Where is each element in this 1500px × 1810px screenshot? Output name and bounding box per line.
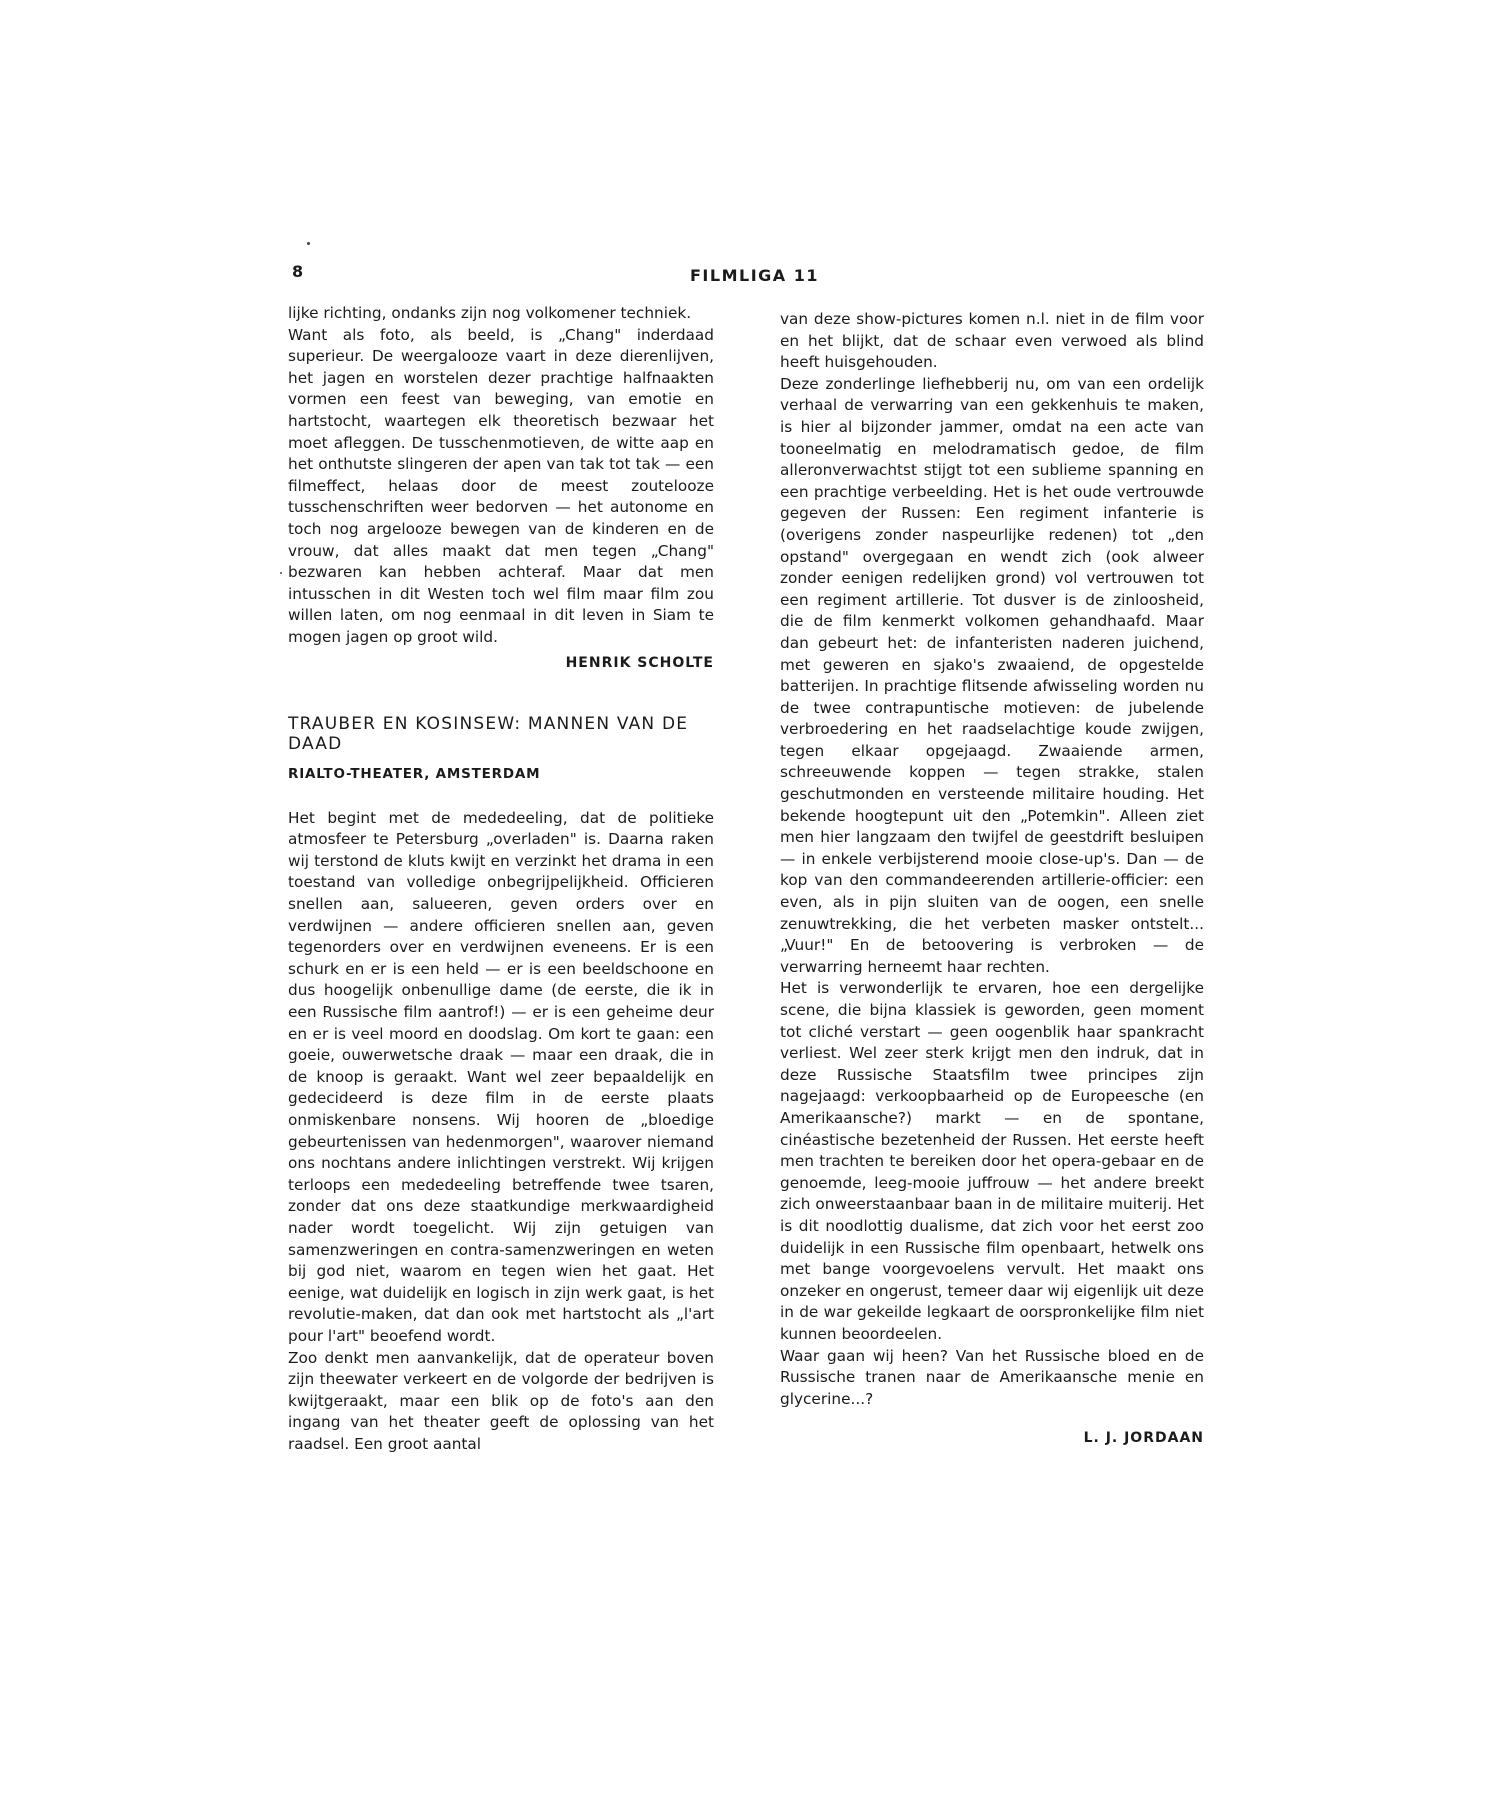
paragraph: Want als foto, als beeld, is „Chang" inderdaad superieur. De weergalooze vaart in deze dierenlijven, het jagen en worstelen dezer prachtige halfnaakten vormen een feest van beweging, van emotie en hartstocht, waartegen elk theoretisch bezwaar het moet afleggen. De tusschenmotieven, de witte aap en het onthutste slingeren der apen van tak tot tak — een filmeffect, helaas door de meest zoutelooze tusschenschriften weer bedorven — het autonome en toch nog argelooze bewegen van de kinderen en de vrouw, dat alles maakt dat men tegen „Chang" bezwaren kan hebben achteraf. Maar dat men intusschen in dit Westen toch wel film maar film zou willen laten, om nog eenmaal in dit leven in Siam te mogen jagen op groot wild. (288, 325, 714, 646)
article-title: TRAUBER EN KOSINSEW: MANNEN VAN DE DAAD (288, 714, 689, 755)
scan-speck (280, 572, 282, 574)
right-column (780, 309, 1204, 1450)
paragraph: van deze show-pictures komen n.l. niet in de film voor en het blijkt, dat de schaar even verwoed als blind heeft huisgehouden. (780, 310, 1204, 372)
paragraph: Zoo denkt men aanvankelijk, dat de operateur boven zijn theewater verkeert en de volgorde der bedrijven is kwijtgeraakt, maar een blik op de foto's aan den ingang van het theater geeft de oplossing van het raadsel. Een groot aantal (288, 1348, 714, 1453)
author-signature: L. J. JORDAAN (1083, 1430, 1204, 1447)
journal-title: FILMLIGA 11 (690, 266, 819, 285)
left-column (288, 303, 714, 1456)
author-signature: HENRIK SCHOLTE (565, 654, 714, 671)
paragraph: Deze zonderlinge liefhebberij nu, om van een ordelijk verhaal de verwarring van een gekkenhuis te maken, is hier al bijzonder jammer, omdat na een acte van tooneelmatig en melodramatisch gedoe, de film alleronverwachtst stijgt tot een sublieme spanning en een prachtige verbeelding. Het is het oude vertrouwde gegeven der Russen: Een regiment infanterie is (overigens zonder naspeurlijke redenen) tot „den opstand" overgegaan en wendt zich (ook alweer zonder eenigen redelijken grond) vol vertrouwen tot een regiment artillerie. Tot dusver is de zinloosheid, die de film kenmerkt volkomen gehandhaafd. Maar dan gebeurt het: de infanteristen naderen juichend, met geweren en sjako's zwaaiend, de opgestelde batterijen. In prachtige flitsende afwisseling worden nu de twee contrapuntische motieven: de jubelende verbroedering en het raadselachtige koude zwijgen, tegen elkaar opgejaagd. Zwaaiende armen, schreeuwende koppen — tegen strakke, stalen geschutmonden en versteende militaire houding. Het bekende hoogtepunt uit den „Potemkin". Alleen ziet men hier langzaam den twijfel de geestdrift besluipen — in enkele verbijsterend mooie close-up's. Dan — de kop van den commandeerenden artillerie-officier: een even, als in pijn sluiten van de oogen, een snelle zenuwtrekking, die het verbeten masker ontstelt... „Vuur!" En de betoovering is verbroken — de verwarring herneemt haar rechten. (780, 374, 1204, 976)
article-venue: RIALTO-THEATER, AMSTERDAM (288, 766, 541, 783)
page-number: 8 (292, 262, 304, 281)
paragraph: Het begint met de mededeeling, dat de politieke atmosfeer te Petersburg „overladen" is. Daarna raken wij terstond de kluts kwijt en verzinkt het drama in een toestand van volledige onbegrijpelijkheid. Officieren snellen aan, salueeren, geven orders over en verdwijnen — andere officieren snellen aan, geven tegenorders over en verdwijnen eveneens. Er is een schurk en er is een held — er is een beeldschoone en dus hoogelijk onbenullige dame (de eerste, die ik in een Russische film aantrof!) — er is een geheime deur en er is veel moord en doodslag. Om kort te gaan: een goeie, ouwerwetsche draak — maar een draak, die in de knoop is geraakt. Want wel zeer bepaaldelijk en gedecideerd is deze film in de eerste plaats onmiskenbare nonsens. Wij hooren de „bloedige gebeurtenissen van hedenmorgen", waarover niemand ons nochtans andere inlichtingen verstrekt. Wij krijgen terloops een mededeeling betreffende twee tsaren, zonder dat ons deze staatkundige merkwaardigheid nader wordt toegelicht. Wij zijn getuigen van samenzweringen en contra-samenzweringen en weten bij god niet, waarom en tegen wien het gaat. Het eenige, wat duidelijk en logisch in zijn werk gaat, is het revolutie-maken, dat dan ook met hartstocht als „l'art pour l'art" beoefend wordt. (288, 808, 714, 1345)
paragraph: lijke richting, ondanks zijn nog volkomener techniek. (288, 304, 692, 322)
scan-speck (307, 242, 310, 245)
paragraph: Waar gaan wij heen? Van het Russische bloed en de Russische tranen naar de Amerikaansche menie en glycerine...? (780, 1346, 1204, 1408)
paragraph: Het is verwonderlijk te ervaren, hoe een dergelijke scene, die bijna klassiek is geworden, geen moment tot cliché verstart — geen oogenblik haar spankracht verliest. Wel zeer sterk krijgt men den indruk, dat in deze Russische Staatsfilm twee principes zijn nagejaagd: verkoopbaarheid op de Europeesche (en Amerikaansche?) markt — en de spontane, cinéastische bezetenheid der Russen. Het eerste heeft men trachten te bereiken door het opera-gebaar en de genoemde, leeg-mooie juffrouw — het andere breekt zich onweerstaanbaar baan in de militaire muiterij. Het is dit noodlottig dualisme, dat zich voor het eerst zoo duidelijk in een Russische film openbaart, hetwelk ons met bange voorgevoelens vervult. Het maakt ons onzeker en ongerust, temeer daar wij eigenlijk uit deze in de war gekeilde legkaart de oorspronkelijke film niet kunnen beoordeelen. (780, 979, 1204, 1343)
